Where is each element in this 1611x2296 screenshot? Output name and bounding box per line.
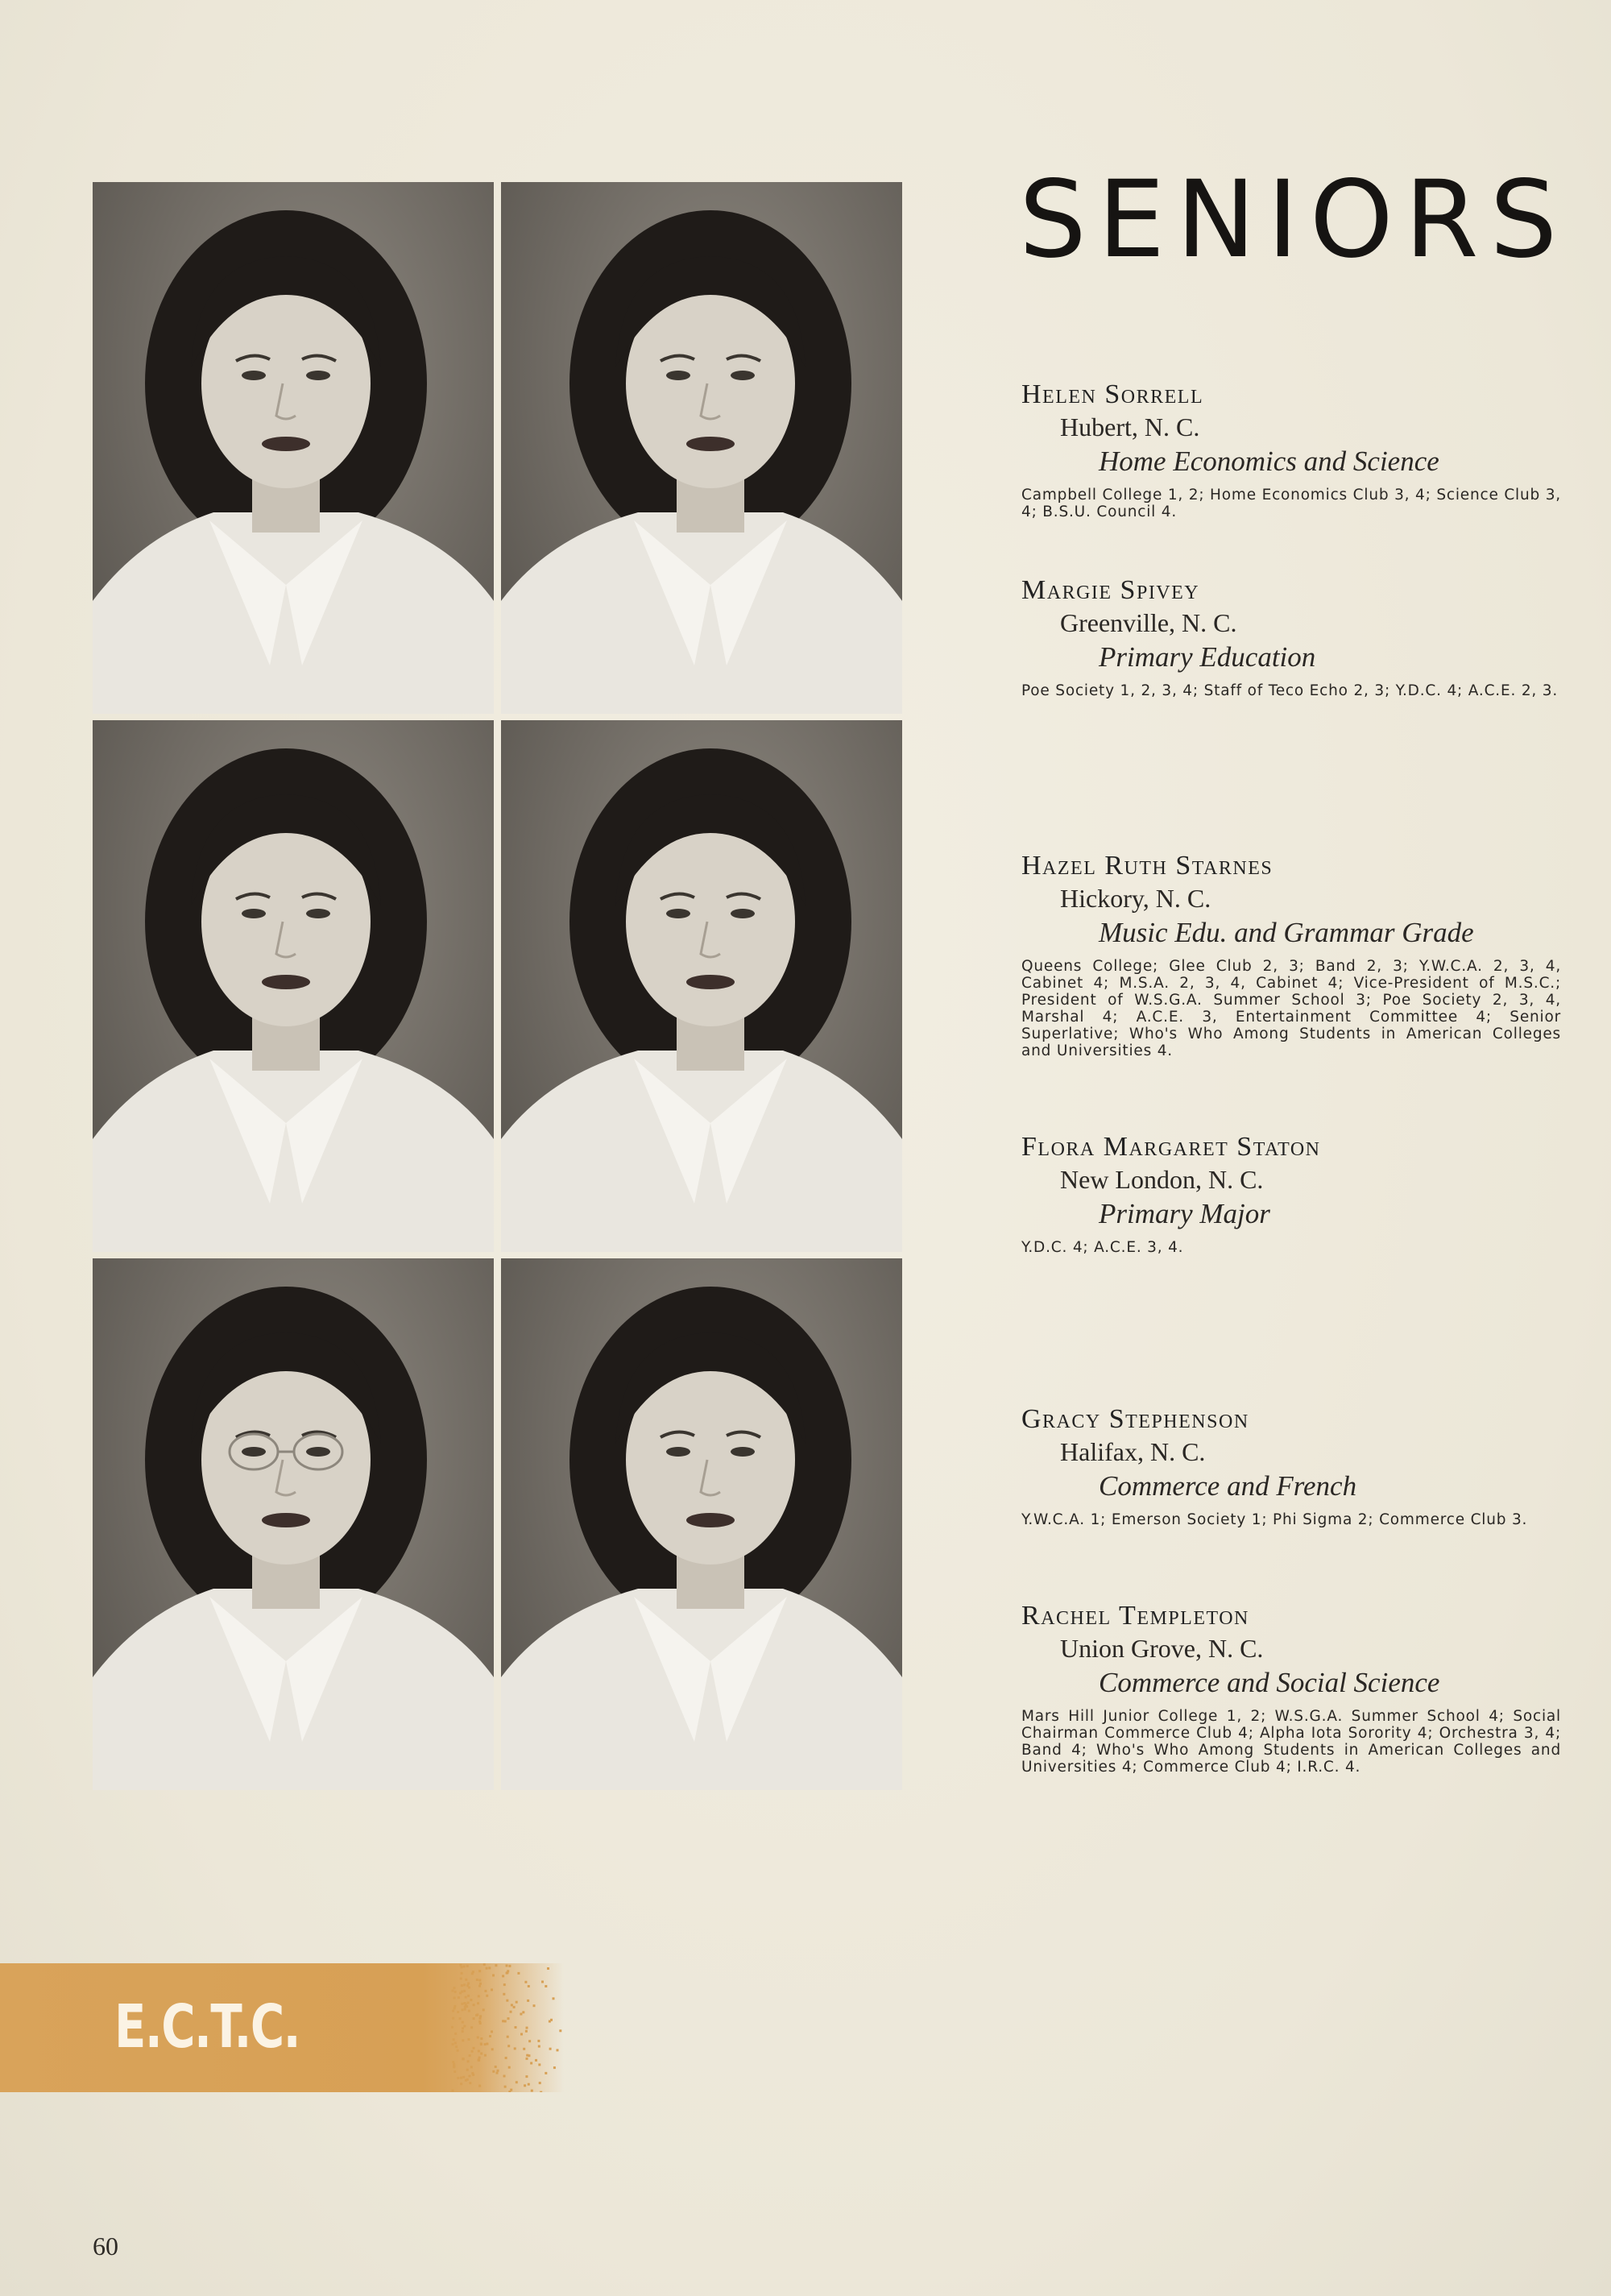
portrait-photo [93,182,494,714]
senior-hometown: Union Grove, N. C. [1060,1634,1264,1663]
ectc-banner [0,1963,564,2092]
senior-entry [1021,574,1561,699]
senior-major: Music Edu. and Grammar Grade [1099,917,1474,948]
senior-hometown: New London, N. C. [1060,1165,1264,1194]
portrait-photo [501,720,902,1252]
senior-name: Rachel Templeton [1021,1601,1249,1631]
senior-name: Hazel Ruth Starnes [1021,851,1273,881]
senior-name: Gracy Stephenson [1021,1404,1249,1434]
senior-name: Flora Margaret Staton [1021,1132,1321,1162]
senior-major: Primary Major [1099,1198,1270,1229]
portrait-image [501,1258,902,1790]
senior-activities: Queens College; Glee Club 2, 3; Band 2, 3; Y.W.C.A. 2, 3, 4, Cabinet 4; M.S.A. 2, 3, 4, Cabinet 4; Vice-President of M.S.C.; President of W.S.G.A. Summer School 3; Poe Society 2, 3, 4, Marshal 4; A.C.E. 3, Entertainment Committee 4; Senior Superlative; Who's Who Among Students in American Colleges and Universities 4. [1021,958,1561,1059]
senior-major: Commerce and French [1099,1470,1357,1502]
portrait-photo [93,1258,494,1790]
portrait-photo [93,720,494,1252]
senior-activities: Mars Hill Junior College 1, 2; W.S.G.A. Summer School 4; Social Chairman Commerce Club 4; Alpha Iota Sorority 4; Orchestra 3, 4; Band 4; Who's Who Among Students in American Colleges and Universities 4; Commerce Club 4; I.R.C. 4. [1021,1708,1561,1776]
page-number: 60 [93,2232,118,2261]
senior-major: Commerce and Social Science [1099,1667,1440,1698]
senior-entry [1021,379,1561,520]
portrait-image [501,182,902,714]
senior-activities: Campbell College 1, 2; Home Economics Club 3, 4; Science Club 3, 4; B.S.U. Council 4. [1021,487,1561,520]
senior-entry [1021,1131,1561,1256]
senior-name: Margie Spivey [1021,575,1200,605]
portrait-image [93,720,494,1252]
senior-activities: Poe Society 1, 2, 3, 4; Staff of Teco Echo 2, 3; Y.D.C. 4; A.C.E. 2, 3. [1021,682,1559,699]
senior-name: Helen Sorrell [1021,379,1204,409]
senior-hometown: Hubert, N. C. [1060,412,1200,441]
senior-activities: Y.W.C.A. 1; Emerson Society 1; Phi Sigma 2; Commerce Club 3. [1021,1511,1528,1528]
senior-entry [1021,1403,1561,1528]
banner-label: E.C.T.C. [114,1992,300,2062]
portrait-image [93,1258,494,1790]
portrait-grid [93,182,902,1790]
portrait-photo [501,182,902,714]
senior-hometown: Halifax, N. C. [1060,1437,1206,1466]
portrait-photo [501,1258,902,1790]
portrait-image [501,720,902,1252]
banner-speckle-texture [451,1963,564,2092]
senior-major: Primary Education [1099,641,1316,673]
senior-entry [1021,1600,1561,1776]
page-title: SENIORS [1019,158,1569,282]
portrait-image [93,182,494,714]
senior-activities: Y.D.C. 4; A.C.E. 3, 4. [1021,1239,1184,1256]
senior-hometown: Greenville, N. C. [1060,608,1237,637]
senior-hometown: Hickory, N. C. [1060,884,1211,913]
senior-entry [1021,850,1561,1059]
senior-major: Home Economics and Science [1099,446,1439,477]
